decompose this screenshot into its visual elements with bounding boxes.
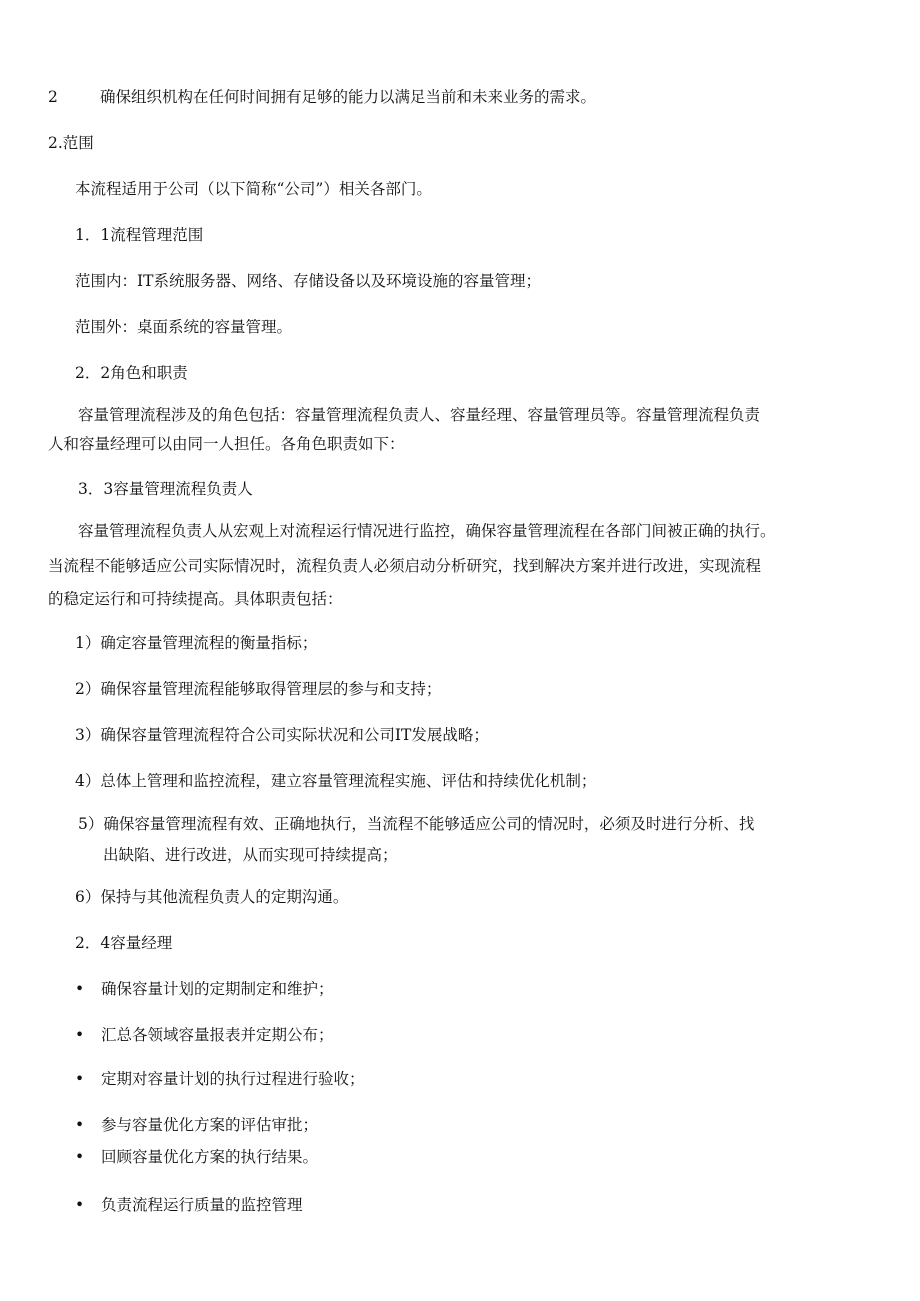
intro-text: 确保组织机构在任何时间拥有足够的能力以满足当前和未来业务的需求。 <box>100 88 597 106</box>
list-item-text: 汇总各领域容量报表并定期公布； <box>101 1026 334 1044</box>
owner-paragraph-line1: 容量管理流程负责人从宏观上对流程运行情况进行监控，确保容量管理流程在各部门间被正确的执行。 <box>78 522 776 540</box>
list-item-text: 参与容量优化方案的评估审批； <box>101 1116 319 1134</box>
intro-number: 2 <box>48 88 58 106</box>
owner-paragraph-line3: 的稳定运行和可持续提高。具体职责包括： <box>48 590 343 608</box>
owner-duty-5: 5）确保容量管理流程有效、正确地执行，当流程不能够适应公司的情况时，必须及时进行分析、找 <box>78 815 755 833</box>
owner-duty-6: 6）保持与其他流程负责人的定期沟通。 <box>75 888 349 906</box>
owner-duty-1: 1）确定容量管理流程的衡量指标； <box>75 634 318 652</box>
owner-duty-2: 2）确保容量管理流程能够取得管理层的参与和支持； <box>75 680 442 698</box>
subsection-heading-process-owner: 3．3容量管理流程负责人 <box>78 480 253 498</box>
scope-paragraph: 本流程适用于公司（以下简称“公司”）相关各部门。 <box>75 180 432 198</box>
list-item-text: 确保容量计划的定期制定和维护； <box>101 980 334 998</box>
bullet-icon: • <box>75 1148 85 1166</box>
bullet-icon: • <box>75 1070 85 1088</box>
section-heading-scope: 2.范围 <box>48 134 94 152</box>
subsection-heading-process-scope: 1．1流程管理范围 <box>75 226 204 244</box>
owner-duty-3: 3）确保容量管理流程符合公司实际状况和公司IT发展战略； <box>75 726 489 744</box>
intro-line <box>48 84 596 110</box>
owner-paragraph-line2: 当流程不能够适应公司实际情况时，流程负责人必须启动分析研究，找到解决方案并进行改进，实现流程 <box>48 557 762 575</box>
owner-duty-4: 4）总体上管理和监控流程，建立容量管理流程实施、评估和持续优化机制； <box>75 772 597 790</box>
in-scope-line: 范围内：IT系统服务器、网络、存储设备以及环境设施的容量管理； <box>75 272 541 290</box>
bullet-icon: • <box>75 1026 85 1044</box>
roles-paragraph-line1: 容量管理流程涉及的角色包括：容量管理流程负责人、容量经理、容量管理员等。容量管理流程负责 <box>78 406 761 424</box>
owner-duty-5-continued: 出缺陷、进行改进，从而实现可持续提高； <box>103 846 398 864</box>
list-item-text: 定期对容量计划的执行过程进行验收； <box>101 1070 365 1088</box>
list-item-text: 回顾容量优化方案的执行结果。 <box>101 1148 319 1166</box>
roles-paragraph-line2: 人和容量经理可以由同一人担任。各角色职责如下： <box>48 435 405 453</box>
bullet-icon: • <box>75 1196 85 1214</box>
list-item-text: 负责流程运行质量的监控管理 <box>101 1196 303 1214</box>
out-scope-line: 范围外：桌面系统的容量管理。 <box>75 318 293 336</box>
bullet-icon: • <box>75 1116 85 1134</box>
subsection-heading-roles: 2．2角色和职责 <box>75 364 188 382</box>
subsection-heading-capacity-manager: 2．4容量经理 <box>75 934 173 952</box>
bullet-icon: • <box>75 980 85 998</box>
